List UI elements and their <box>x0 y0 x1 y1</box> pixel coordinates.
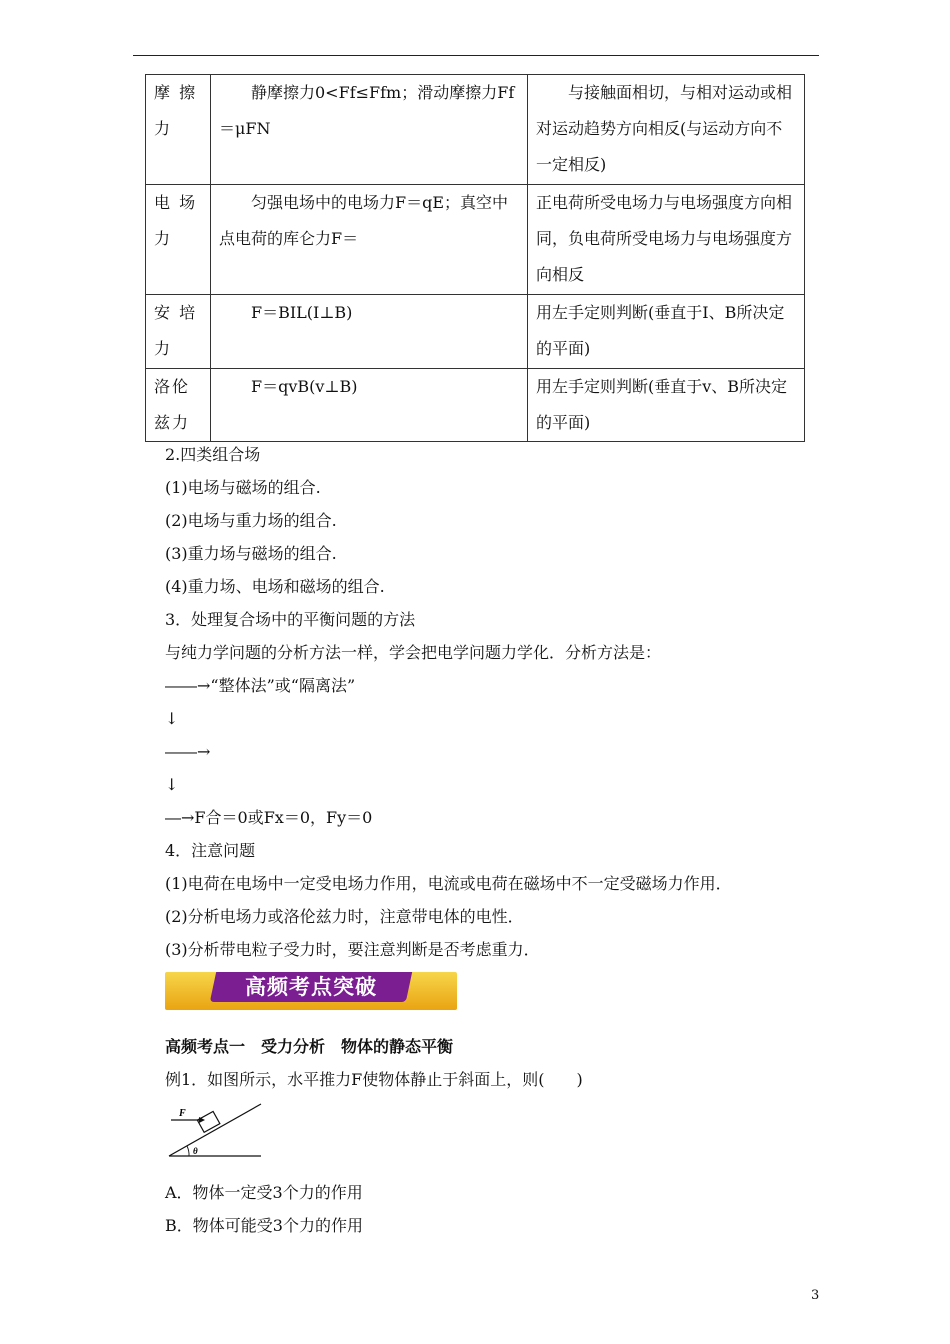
formula-text: F＝qvB(v⊥B) <box>251 377 358 396</box>
text-line: (2)电场与重力场的组合. <box>165 511 337 530</box>
table-row <box>146 295 805 369</box>
exercise-section <box>165 1030 815 1096</box>
direction-text: 与接触面相切，与相对运动或相对运动趋势方向相反(与运动方向不一定相反) <box>536 83 793 174</box>
angle-label: θ <box>193 1146 198 1156</box>
angle-arc <box>187 1146 189 1156</box>
force-name: 电 场力 <box>146 185 211 295</box>
table-row <box>146 75 805 185</box>
section-title: 高频考点一 受力分析 物体的静态平衡 <box>165 1037 454 1056</box>
force-direction: 用左手定则判断(垂直于v、B所决定的平面) <box>528 369 805 442</box>
question-text: 例1．如图所示，水平推力F使物体静止于斜面上，则( ) <box>165 1070 583 1089</box>
header-rule <box>133 55 819 56</box>
option-a: A．物体一定受3个力的作用 <box>165 1183 363 1202</box>
force-label: F <box>179 1108 186 1119</box>
option-b: B．物体可能受3个力的作用 <box>165 1216 363 1235</box>
page-number: 3 <box>811 1288 820 1303</box>
text-line: ―→F合＝0或Fx＝0，Fy＝0 <box>165 808 373 827</box>
text-line: 2.四类组合场 <box>165 445 261 464</box>
force-formula <box>211 295 528 369</box>
text-line: (3)重力场与磁场的组合. <box>165 544 337 563</box>
incline-figure <box>165 1100 265 1162</box>
section-banner <box>165 972 457 1010</box>
text-line: ↓ <box>165 775 179 794</box>
formula-text: F＝BIL(I⊥B) <box>251 303 353 322</box>
force-formula <box>211 75 528 185</box>
text-line: ↓ <box>165 709 179 728</box>
text-line: ――→ <box>165 742 211 761</box>
table-row <box>146 185 805 295</box>
force-formula <box>211 369 528 442</box>
banner-title: 高频考点突破 <box>245 975 377 999</box>
text-line: (1)电场与磁场的组合. <box>165 478 321 497</box>
text-line: 4．注意问题 <box>165 841 256 860</box>
force-name: 洛伦兹力 <box>146 369 211 442</box>
text-line: (2)分析电场力或洛伦兹力时，注意带电体的电性． <box>165 907 524 926</box>
text-line: ――→“整体法”或“隔离法” <box>165 676 356 695</box>
force-name: 安 培力 <box>146 295 211 369</box>
formula-text: 匀强电场中的电场力F＝qE；真空中点电荷的库仑力F＝ <box>219 193 509 248</box>
force-name: 摩 擦力 <box>146 75 211 185</box>
formula-text: 静摩擦力0<Ff≤Ffm；滑动摩擦力Ff＝μFN <box>219 83 515 138</box>
text-line: (1)电荷在电场中一定受电场力作用，电流或电荷在磁场中不一定受磁场力作用． <box>165 874 732 893</box>
text-line: (3)分析带电粒子受力时，要注意判断是否考虑重力． <box>165 940 540 959</box>
text-line: 3．处理复合场中的平衡问题的方法 <box>165 610 416 629</box>
text-line: 与纯力学问题的分析方法一样，学会把电学问题力学化．分析方法是： <box>165 643 662 662</box>
answer-options <box>165 1176 363 1242</box>
text-line: (4)重力场、电场和磁场的组合. <box>165 577 385 596</box>
force-formula <box>211 185 528 295</box>
table-row <box>146 369 805 442</box>
force-direction <box>528 75 805 185</box>
body-text <box>165 438 815 966</box>
force-table <box>145 74 805 442</box>
force-direction: 用左手定则判断(垂直于I、B所决定的平面) <box>528 295 805 369</box>
force-direction: 正电荷所受电场力与电场强度方向相同，负电荷所受电场力与电场强度方向相反 <box>528 185 805 295</box>
